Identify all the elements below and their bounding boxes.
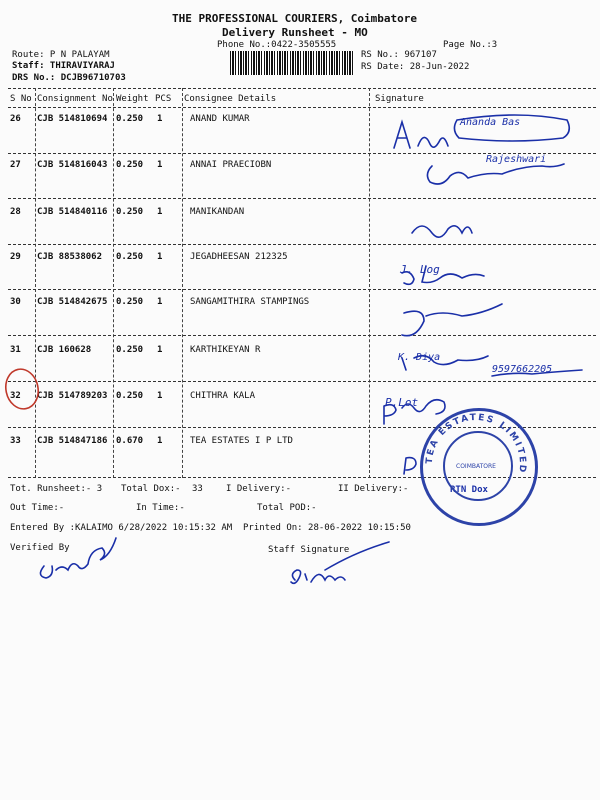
row-consignee: CHITHRA KALA [190, 391, 256, 401]
row-consignee: TEA ESTATES I P LTD [190, 436, 293, 446]
row-consignee: ANAND KUMAR [190, 114, 250, 124]
total-dox-value: 33 [192, 484, 203, 494]
row-consignee: KARTHIKEYAN R [190, 345, 261, 355]
row-sno: 30 [10, 297, 21, 307]
page-number: Page No.:3 [443, 40, 498, 50]
row-pcs: 1 [157, 391, 163, 401]
col-pcs: PCS [155, 94, 172, 104]
col-divider [113, 88, 114, 478]
staff-signature-label: Staff Signature [268, 545, 350, 555]
row-sno: 32 [10, 391, 21, 401]
table-top-rule [8, 88, 596, 89]
row-consignment: CJB 160628 [37, 345, 92, 355]
entered-by: Entered By :KALAIMO 6/28/2022 10:15:32 AM [10, 523, 233, 533]
handwritten-signature-26: Ananda Bas [460, 117, 521, 128]
row-pcs: 1 [157, 114, 163, 124]
handwritten-signature-29: J. Log [400, 263, 440, 276]
row-consignment: CJB 514789203 [37, 391, 108, 401]
col-divider [369, 88, 370, 478]
col-consignee: Consignee Details [184, 94, 277, 104]
row-weight: 0.250 [116, 160, 144, 170]
row-weight: 0.250 [116, 252, 144, 262]
row-pcs: 1 [157, 297, 163, 307]
stamp-outer-text: TEA ESTATES LIMITED [424, 412, 528, 475]
row-consignment: CJB 514816043 [37, 160, 108, 170]
out-time: Out Time:- [10, 503, 65, 513]
row-pcs: 1 [157, 252, 163, 262]
row-consignment: CJB 514847186 [37, 436, 108, 446]
i-delivery: I Delivery:- [226, 484, 292, 494]
row-weight: 0.250 [116, 391, 144, 401]
col-divider [182, 88, 183, 478]
row-pcs: 1 [157, 160, 163, 170]
col-signature: Signature [375, 94, 424, 104]
row-consignee: JEGADHEESAN 212325 [190, 252, 288, 262]
printed-on: Printed On: 28-06-2022 10:15:50 [243, 523, 411, 533]
rs-date: RS Date: 28-Jun-2022 [361, 62, 470, 72]
row-pcs: 1 [157, 345, 163, 355]
row-weight: 0.250 [116, 207, 144, 217]
handwritten-signature-31: K. Diya [398, 352, 441, 363]
document-title: Delivery Runsheet - MO [222, 26, 368, 39]
row-sno: 26 [10, 114, 21, 124]
row-weight: 0.670 [116, 436, 144, 446]
row-weight: 0.250 [116, 297, 144, 307]
row-consignee: MANIKANDAN [190, 207, 245, 217]
rs-number: RS No.: 967107 [361, 50, 437, 60]
in-time: In Time:- [136, 503, 185, 513]
row-pcs: 1 [157, 436, 163, 446]
col-divider [35, 88, 36, 478]
row-sno: 33 [10, 436, 21, 446]
row-consignment: CJB 514810694 [37, 114, 108, 124]
circle-mark [0, 362, 44, 414]
row-sno: 29 [10, 252, 21, 262]
row-consignee: ANNAI PRAECIOBN [190, 160, 272, 170]
row-sno: 27 [10, 160, 21, 170]
staff-signature [285, 540, 395, 595]
total-dox-label: Total Dox:- [121, 484, 181, 494]
row-consignment: CJB 514842675 [37, 297, 108, 307]
company-stamp [420, 408, 538, 526]
handwritten-phone-31: 9597662205 [492, 364, 553, 375]
total-pod: Total POD:- [257, 503, 317, 513]
row-consignment: CJB 88538062 [37, 252, 103, 262]
col-weight: Weight [116, 94, 149, 104]
barcode [230, 51, 354, 75]
drs-number: DRS No.: DCJB96710703 [12, 73, 126, 83]
col-consignment: Consignment No [37, 94, 113, 104]
verifier-signature [30, 532, 140, 582]
total-runsheet: Tot. Runsheet:- 3 [10, 484, 103, 494]
col-sno: S No [10, 94, 32, 104]
phone-number: Phone No.:0422-3505555 [217, 40, 337, 50]
row-weight: 0.250 [116, 345, 144, 355]
handwritten-rtn-dox: RTN Dox [450, 485, 488, 495]
ii-delivery: II Delivery:- [338, 484, 409, 494]
verified-by: Verified By [10, 543, 70, 553]
stamp-inner-text: COIMBATORE [456, 463, 496, 470]
company-name: THE PROFESSIONAL COURIERS, Coimbatore [172, 12, 418, 25]
row-sno: 31 [10, 345, 21, 355]
handwritten-signature-27: Rajeshwari [486, 154, 547, 165]
handwritten-signature-32: P.Lot [385, 396, 419, 409]
row-sno: 28 [10, 207, 21, 217]
row-consignee: SANGAMITHIRA STAMPINGS [190, 297, 310, 307]
row-consignment: CJB 514840116 [37, 207, 108, 217]
route: Route: P N PALAYAM [12, 50, 110, 60]
staff: Staff: THIRAVIYARAJ [12, 61, 115, 71]
stamp-text [420, 408, 532, 520]
row-pcs: 1 [157, 207, 163, 217]
row-weight: 0.250 [116, 114, 144, 124]
